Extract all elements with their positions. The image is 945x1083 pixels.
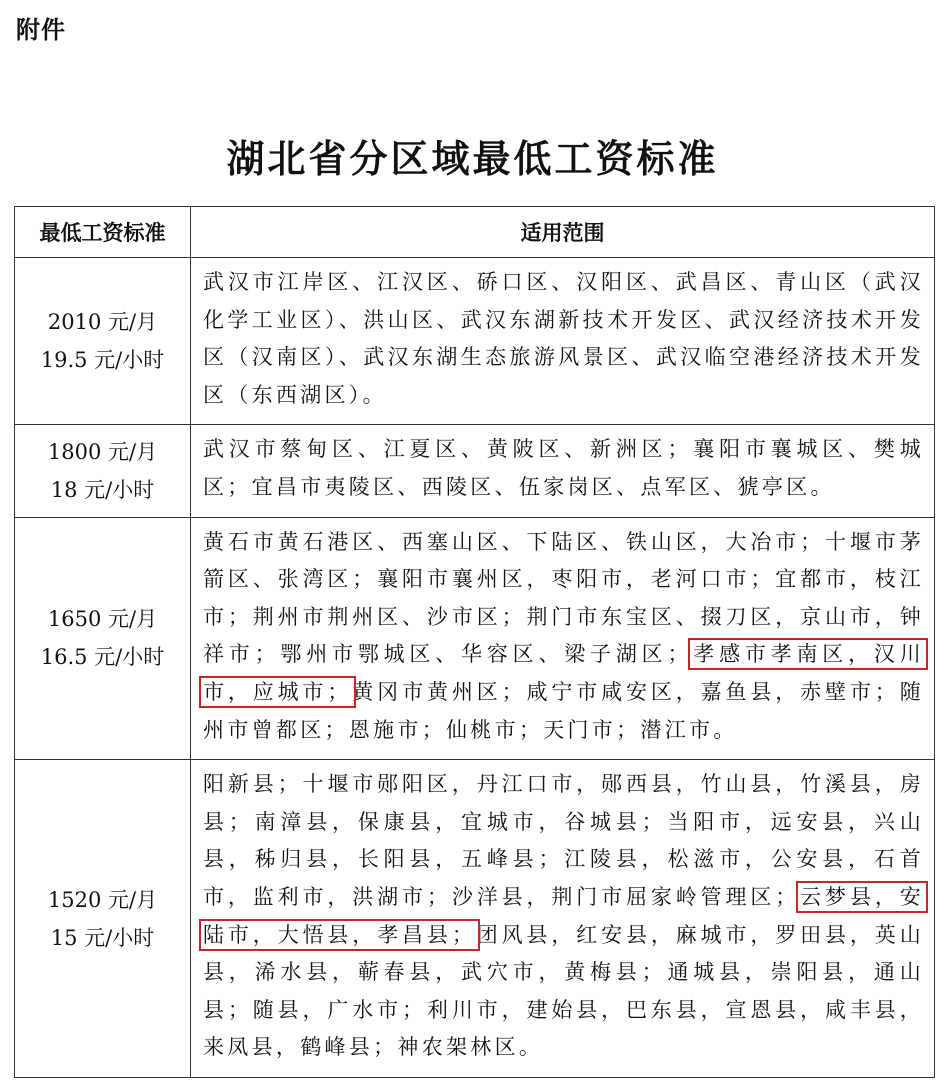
- hourly-wage: 16.5 元/小时: [40, 645, 165, 670]
- scope-cell: [191, 258, 935, 425]
- hourly-wage: 15 元/小时: [50, 925, 155, 950]
- hourly-wage: 18 元/小时: [50, 477, 155, 502]
- table-row: [15, 760, 935, 1078]
- wage-standard-cell: [15, 760, 191, 1078]
- table-row: [15, 258, 935, 425]
- highlighted-region: 孝感市孝南区，汉川市，应城市；: [203, 642, 924, 704]
- scope-text: 武汉市蔡甸区、江夏区、黄陂区、新洲区；襄阳市襄城区、樊城区；宜昌市夷陵区、西陵区、伍家岗区、点军区、猇亭区。: [203, 437, 924, 499]
- scope-text: 武汉市江岸区、江汉区、硚口区、汉阳区、武昌区、青山区（武汉化学工业区）、洪山区、武汉东湖新技术开发区、武汉经济技术开发区（汉南区）、武汉东湖生态旅游风景区、武汉临空港经济技术开发区（东西湖区）。: [203, 270, 924, 407]
- table-header-row: [15, 207, 935, 258]
- document-title: 湖北省分区域最低工资标准: [226, 137, 719, 181]
- table-row: [15, 425, 935, 517]
- wage-standard-cell: [15, 258, 191, 425]
- scope-text: 阳新县；十堰市郧阳区，丹江口市，郧西县，竹山县，竹溪县，房县；南漳县，保康县，宜城市，谷城县；当阳市，远安县，兴山县，秭归县，长阳县，五峰县；江陵县，松滋市，公安县，石首市，监利市，洪湖市；沙洋县，荆门市屈家岭管理区；: [203, 772, 924, 909]
- column-header-standard: 最低工资标准: [15, 207, 191, 258]
- scope-cell: [191, 425, 935, 517]
- scope-text-continued: 黄冈市黄州区；咸宁市咸安区，嘉鱼县，赤壁市；随州市曾都区；恩施市；仙桃市；天门市；潜江市。: [203, 679, 924, 742]
- column-header-scope: 适用范围: [191, 207, 935, 258]
- monthly-wage: 1650 元/月: [47, 607, 158, 632]
- hourly-wage: 19.5 元/小时: [40, 348, 165, 373]
- highlighted-region: 云梦县，安陆市，大悟县，孝昌县；: [203, 884, 925, 947]
- monthly-wage: 1800 元/月: [47, 439, 158, 464]
- scope-text-continued: 团风县，红安县，麻城市，罗田县，英山县，浠水县，蕲春县，武穴市，黄梅县；通城县，崇阳县，通山县；随县，广水市；利川市，建始县，巴东县，宣恩县，咸丰县，来凤县，鹤峰县；神农架林区。: [203, 922, 924, 1060]
- wage-standard-cell: [15, 517, 191, 760]
- monthly-wage: 1520 元/月: [47, 887, 158, 912]
- wage-standard-cell: [15, 425, 191, 517]
- scope-text: 黄石市黄石港区、西塞山区、下陆区、铁山区，大冶市；十堰市茅箭区、张湾区；襄阳市襄州区，枣阳市，老河口市；宜都市，枝江市；荆州市荆州区、沙市区；荆门市东宝区、掇刀区，京山市，钟祥市；鄂州市鄂城区、华容区、梁子湖区；: [203, 529, 924, 667]
- wage-standard-table: [14, 206, 935, 1078]
- scope-cell: [191, 517, 935, 760]
- monthly-wage: 2010 元/月: [47, 310, 158, 335]
- scope-cell: [191, 760, 935, 1078]
- attachment-label: 附件: [16, 16, 66, 44]
- table-row: [15, 517, 935, 760]
